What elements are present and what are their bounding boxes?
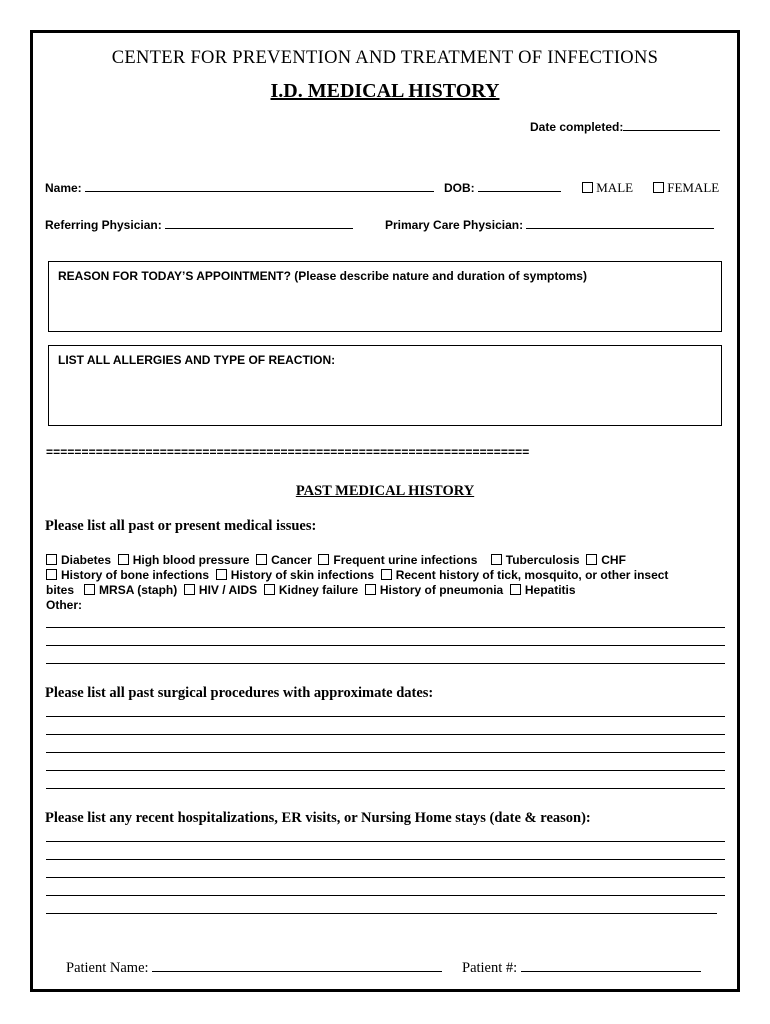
patient-name-label: Patient Name: (66, 960, 149, 976)
tick-checkbox[interactable] (381, 569, 392, 580)
center-name: CENTER FOR PREVENTION AND TREATMENT OF INFECTIONS (111, 48, 659, 68)
chf-checkbox[interactable] (586, 554, 597, 565)
past-medical-history-title: PAST MEDICAL HISTORY (295, 483, 475, 499)
dob-field[interactable] (478, 181, 561, 192)
other-label: Other: (46, 598, 82, 612)
surgical-line-1[interactable] (46, 716, 725, 717)
other-line-3[interactable] (46, 663, 725, 664)
male-checkbox[interactable] (582, 182, 593, 193)
other-line-1[interactable] (46, 627, 725, 628)
hospital-line-3[interactable] (46, 877, 725, 878)
hepatitis-label: Hepatitis (524, 583, 576, 597)
date-completed-label: Date completed: (530, 120, 624, 134)
cancer-label: Cancer (271, 553, 312, 567)
referring-row (45, 218, 353, 232)
skin-label: History of skin infections (230, 568, 375, 582)
conditions-row-3 (46, 583, 576, 598)
hepatitis-checkbox[interactable] (510, 584, 521, 595)
high-bp-checkbox[interactable] (118, 554, 129, 565)
surgical-line-2[interactable] (46, 734, 725, 735)
surgical-line-5[interactable] (46, 788, 725, 789)
conditions-row-1 (46, 553, 626, 568)
date-completed-field[interactable] (623, 120, 720, 131)
male-label: MALE (596, 180, 634, 195)
diabetes-label: Diabetes (61, 553, 112, 567)
tb-checkbox[interactable] (491, 554, 502, 565)
name-row (45, 181, 434, 195)
surgical-prompt: Please list all past surgical procedures with approximate dates: (45, 685, 434, 701)
hospital-line-5[interactable] (46, 913, 717, 914)
kidney-label: Kidney failure (278, 583, 359, 597)
diabetes-checkbox[interactable] (46, 554, 57, 565)
female-label: FEMALE (667, 180, 720, 195)
surgical-line-3[interactable] (46, 752, 725, 753)
tick-label: Recent history of tick, mosquito, or other insect (395, 568, 669, 582)
cancer-checkbox[interactable] (256, 554, 267, 565)
reason-box[interactable] (48, 261, 722, 332)
female-option[interactable] (653, 180, 719, 196)
referring-field[interactable] (165, 218, 353, 229)
name-label: Name: (45, 181, 82, 195)
form-title: I.D. MEDICAL HISTORY (270, 80, 500, 102)
chf-label: CHF (601, 553, 626, 567)
surgical-line-4[interactable] (46, 770, 725, 771)
hospitalizations-prompt: Please list any recent hospitalizations, ER visits, or Nursing Home stays (date & reason): (45, 810, 591, 826)
kidney-checkbox[interactable] (264, 584, 275, 595)
hospital-line-2[interactable] (46, 859, 725, 860)
patient-number-label: Patient #: (462, 960, 518, 976)
allergies-box[interactable] (48, 345, 722, 426)
primary-row (385, 218, 714, 232)
pneumonia-checkbox[interactable] (365, 584, 376, 595)
mrsa-checkbox[interactable] (84, 584, 95, 595)
reason-label: REASON FOR TODAY’S APPOINTMENT? (Please describe nature and duration of symptoms) (58, 269, 587, 283)
patient-number-field[interactable] (521, 961, 701, 972)
skin-checkbox[interactable] (216, 569, 227, 580)
patient-name-row (66, 960, 442, 977)
urine-checkbox[interactable] (318, 554, 329, 565)
high-bp-label: High blood pressure (132, 553, 250, 567)
tb-label: Tuberculosis (505, 553, 580, 567)
form-border (30, 30, 740, 992)
bone-label: History of bone infections (61, 568, 210, 582)
other-line-2[interactable] (46, 645, 725, 646)
female-checkbox[interactable] (653, 182, 664, 193)
mrsa-label: MRSA (staph) (99, 583, 178, 597)
hiv-checkbox[interactable] (184, 584, 195, 595)
primary-field[interactable] (526, 218, 714, 229)
conditions-row-2 (46, 568, 668, 583)
date-completed-row (530, 120, 720, 134)
urine-label: Frequent urine infections (333, 553, 478, 567)
hospital-line-4[interactable] (46, 895, 725, 896)
primary-label: Primary Care Physician: (385, 218, 524, 232)
male-option[interactable] (582, 180, 633, 196)
patient-name-field[interactable] (152, 961, 442, 972)
separator-line: ==================================================================== (46, 445, 530, 459)
issues-prompt: Please list all past or present medical issues: (45, 518, 317, 534)
bone-checkbox[interactable] (46, 569, 57, 580)
referring-label: Referring Physician: (45, 218, 162, 232)
tick-label-continued: bites (46, 583, 75, 597)
hospital-line-1[interactable] (46, 841, 725, 842)
patient-number-row (462, 960, 701, 977)
hiv-label: HIV / AIDS (198, 583, 258, 597)
pneumonia-label: History of pneumonia (379, 583, 504, 597)
name-field[interactable] (85, 181, 434, 192)
dob-row (444, 181, 561, 195)
dob-label: DOB: (444, 181, 475, 195)
allergies-label: LIST ALL ALLERGIES AND TYPE OF REACTION: (58, 353, 336, 367)
